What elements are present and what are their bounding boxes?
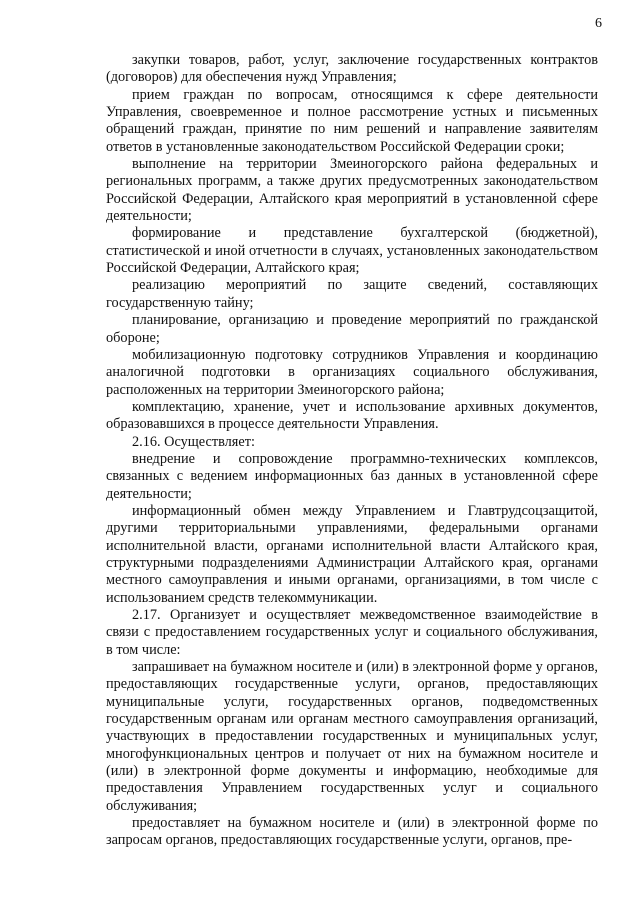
section-paragraph: 2.17. Организует и осуществляет межведомственное взаимодействие в связи с предоставлением государственных услуг и социального обслуживания, в том числе: <box>106 607 598 658</box>
paragraph: внедрение и сопровождение программно-технических комплексов, связанных с ведением информационных баз данных в установленной сфере деятельности; <box>106 450 598 502</box>
section-heading: 2.16. Осуществляет: <box>132 433 255 450</box>
paragraph: запрашивает на бумажном носителе и (или) в электронной форме у органов, предоставляющих государственные услуги, органов, предоставляющих муниципальные услуги, государственных органов, подведомственных государственным органам или органам местного самоуправления организаций, участвующих в предоставлении государственных и муниципальных услуг, многофункциональных центров и получает от них на бумажном носителе и (или) в электронной форме документы и информацию, необходимые для предоставления Управлением государственных услуг и социального обслуживания; <box>106 659 598 814</box>
paragraph: прием граждан по вопросам, относящимся к сфере деятельности Управления, своевременное и полное рассмотрение устных и письменных обращений граждан, принятие по ним решений и направление заявителям ответов в установленные законодательством Российской Федерации сроки; <box>106 86 598 155</box>
paragraph: реализацию мероприятий по защите сведений, составляющих государственную тайну; <box>106 277 598 311</box>
paragraph: выполнение на территории Змеиногорского района федеральных и региональных программ, а также других предусмотренных законодательством Российской Федерации, Алтайского края мероприятий в установленной сфере деятельности; <box>106 156 598 225</box>
paragraph: закупки товаров, работ, услуг, заключение государственных контрактов (договоров) для обеспечения нужд Управления; <box>106 52 598 86</box>
paragraph: мобилизационную подготовку сотрудников Управления и координацию аналогичной подготовки в организациях социального обслуживания, расположенных на территории Змеиногорского района; <box>106 346 598 398</box>
paragraph: предоставляет на бумажном носителе и (или) в электронной форме по запросам органов, предоставляющих государственные услуги, органов, пре- <box>106 815 598 849</box>
paragraph: информационный обмен между Управлением и Главтрудсоцзащитой, другими территориальными управлениями, федеральными органами исполнительной власти, органами исполнительной власти Алтайского края, структурными подразделениями Администрации Алтайского края, органами местного самоуправления и иными органами, организациями, в том числе с использованием средств телекоммуникации. <box>106 502 598 606</box>
paragraph: комплектацию, хранение, учет и использование архивных документов, образовавшихся в процессе деятельности Управления. <box>106 398 598 433</box>
document-body <box>106 52 598 850</box>
paragraph: формирование и представление бухгалтерской (бюджетной), статистической и иной отчетности в случаях, установленных законодательством Российской Федерации, Алтайского края; <box>106 225 598 277</box>
paragraph: планирование, организацию и проведение мероприятий по гражданской обороне; <box>106 312 598 346</box>
page-number: 6 <box>595 16 602 31</box>
